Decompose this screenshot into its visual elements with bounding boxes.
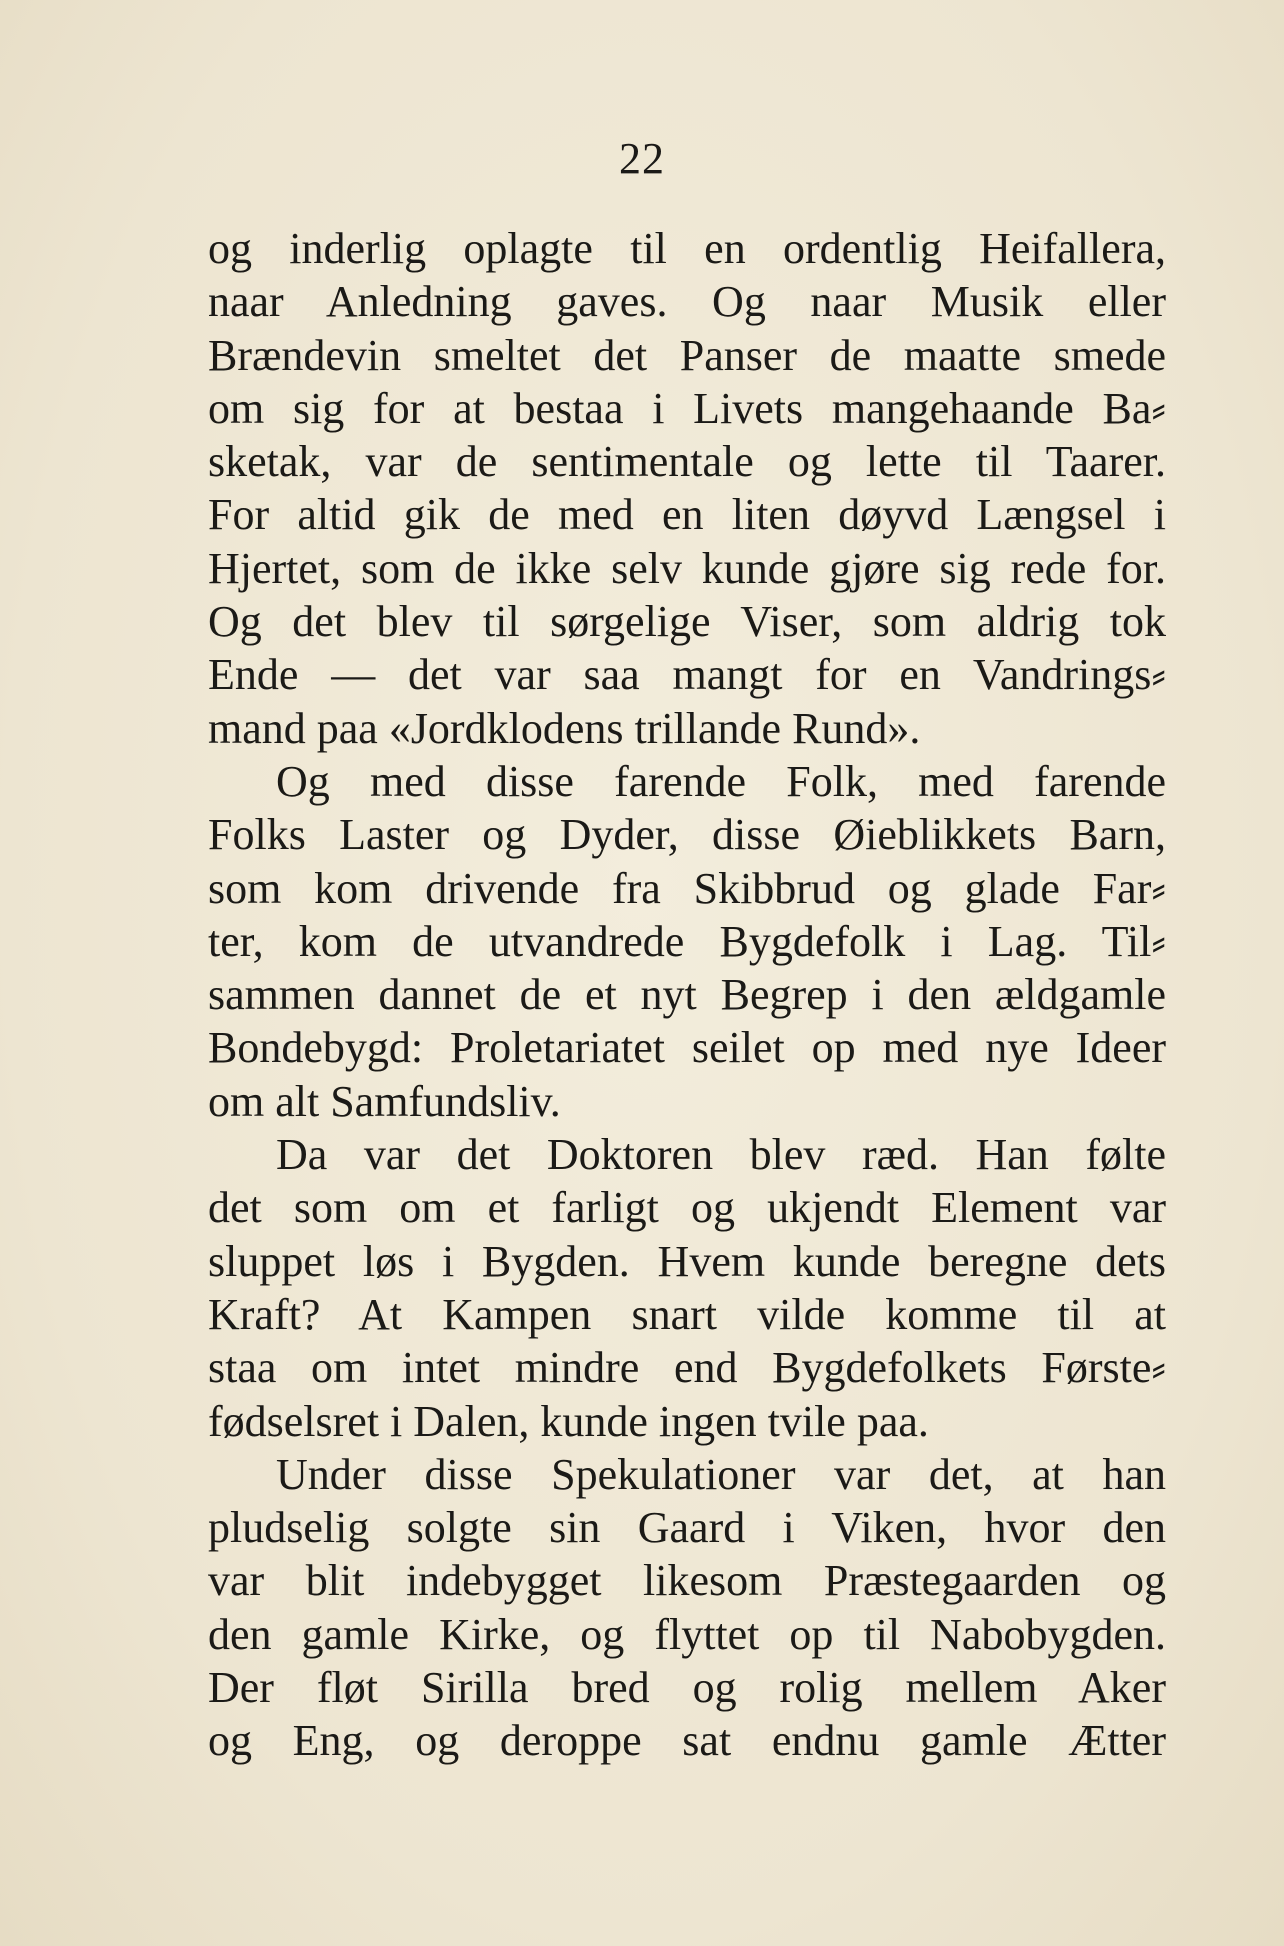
text-line: naar Anledning gaves. Og naar Musik eller bbox=[208, 277, 1166, 327]
text-line: og Eng, og deroppe sat endnu gamle Ætter bbox=[208, 1716, 1166, 1766]
paragraph-end-line: mand paa «Jordklodens trillande Rund». bbox=[208, 703, 921, 753]
text-line: Folks Laster og Dyder, disse Øieblikkets Barn, bbox=[208, 810, 1166, 860]
text-line: Brændevin smeltet det Panser de maatte smede bbox=[208, 330, 1166, 380]
text-line: pludselig solgte sin Gaard i Viken, hvor den bbox=[208, 1503, 1166, 1553]
text-line: Hjertet, som de ikke selv kunde gjøre sig rede for. bbox=[208, 543, 1166, 593]
text-line: sammen dannet de et nyt Begrep i den ældgamle bbox=[208, 970, 1166, 1020]
body-text bbox=[208, 222, 1166, 1768]
text-line: som kom drivende fra Skibbrud og glade Far⸗ bbox=[208, 863, 1166, 913]
paragraph-start-line: Under disse Spekulationer var det, at han bbox=[276, 1449, 1166, 1499]
text-line: ter, kom de utvandrede Bygdefolk i Lag. Til⸗ bbox=[208, 916, 1166, 966]
text-line: For altid gik de med en liten døyvd Længsel i bbox=[208, 490, 1166, 540]
text-line: Ende — det var saa mangt for en Vandrings⸗ bbox=[208, 650, 1166, 700]
paragraph-start-line: Og med disse farende Folk, med farende bbox=[276, 756, 1166, 806]
paragraph-end-line: om alt Samfundsliv. bbox=[208, 1076, 561, 1126]
text-line: den gamle Kirke, og flyttet op til Nabobygden. bbox=[208, 1609, 1166, 1659]
text-line: var blit indebygget likesom Præstegaarden og bbox=[208, 1556, 1166, 1606]
text-line: det som om et farligt og ukjendt Element var bbox=[208, 1183, 1166, 1233]
paragraph-end-line: fødselsret i Dalen, kunde ingen tvile paa. bbox=[208, 1396, 929, 1446]
text-line: Kraft? At Kampen snart vilde komme til at bbox=[208, 1289, 1166, 1339]
text-line: Bondebygd: Proletariatet seilet op med nye Ideer bbox=[208, 1023, 1166, 1073]
text-line: Og det blev til sørgelige Viser, som aldrig tok bbox=[208, 597, 1166, 647]
paragraph-start-line: Da var det Doktoren blev ræd. Han følte bbox=[276, 1130, 1166, 1180]
text-line: sluppet løs i Bygden. Hvem kunde beregne dets bbox=[208, 1236, 1166, 1286]
text-line: staa om intet mindre end Bygdefolkets Første⸗ bbox=[208, 1343, 1166, 1393]
text-line: Der fløt Sirilla bred og rolig mellem Aker bbox=[208, 1663, 1166, 1713]
text-line: sketak, var de sentimentale og lette til Taarer. bbox=[208, 437, 1166, 487]
text-line: om sig for at bestaa i Livets mangehaande Ba⸗ bbox=[208, 383, 1166, 433]
page-number: 22 bbox=[619, 134, 665, 183]
text-line: og inderlig oplagte til en ordentlig Heifallera, bbox=[208, 224, 1166, 273]
